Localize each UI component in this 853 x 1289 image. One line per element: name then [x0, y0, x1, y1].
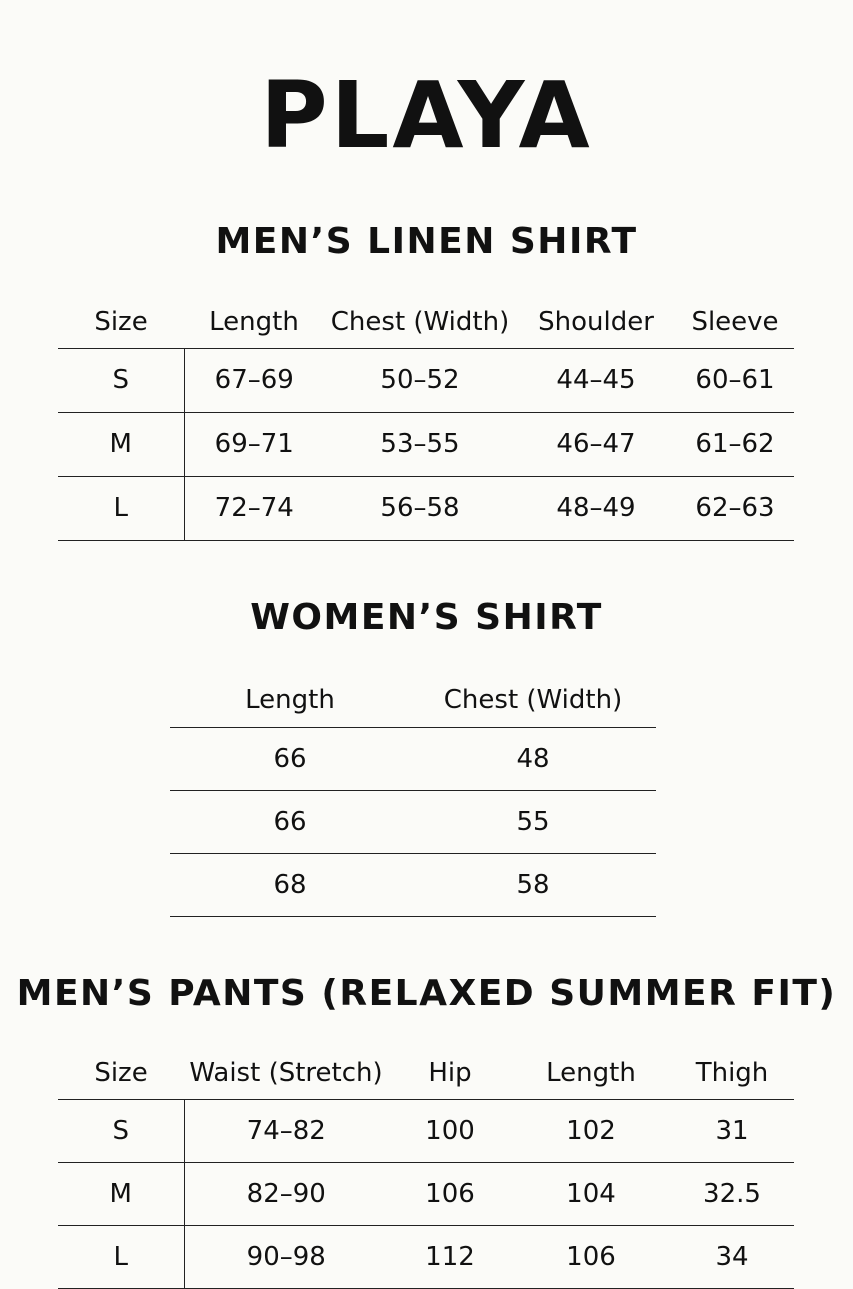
column-header-sleeve: Sleeve — [691, 306, 779, 337]
table-cell: 32.5 — [703, 1178, 761, 1209]
table-row — [170, 727, 656, 790]
size-cell: S — [58, 348, 184, 412]
table-row — [58, 348, 794, 412]
mens-pants-size-table — [58, 1048, 794, 1289]
table-cell: 53–55 — [380, 429, 460, 459]
womens-shirt-size-table — [170, 674, 656, 917]
table-cell: 102 — [566, 1115, 616, 1146]
column-header-chest: Chest (Width) — [330, 306, 510, 337]
table-cell: 100 — [425, 1115, 475, 1146]
table-cell: 58 — [516, 869, 550, 900]
size-cell: M — [58, 412, 184, 476]
womens-shirt-title: WOMEN’S SHIRT — [250, 597, 603, 638]
table-row — [58, 412, 794, 476]
column-header-shoulder: Shoulder — [538, 306, 654, 337]
table-row — [58, 1162, 794, 1225]
table-cell: 44–45 — [556, 365, 636, 395]
size-cell: L — [58, 476, 184, 540]
column-header-thigh: Thigh — [695, 1058, 769, 1089]
table-cell: 112 — [425, 1241, 475, 1272]
size-cell: S — [58, 1099, 184, 1162]
table-cell: 31 — [715, 1115, 749, 1146]
table-cell: 55 — [516, 806, 550, 837]
table-cell: 50–52 — [380, 365, 460, 395]
column-header-length: Length — [546, 1058, 636, 1089]
table-header-row — [58, 296, 794, 348]
table-row — [58, 1099, 794, 1162]
table-cell: 46–47 — [556, 429, 636, 459]
table-cell: 48 — [516, 743, 550, 774]
table-cell: 66 — [273, 743, 307, 774]
size-cell: M — [58, 1162, 184, 1225]
table-cell: 68 — [273, 869, 307, 900]
column-header-hip: Hip — [428, 1058, 472, 1089]
table-cell: 106 — [425, 1178, 475, 1209]
table-row — [58, 1225, 794, 1288]
table-cell: 62–63 — [695, 493, 775, 523]
table-cell: 74–82 — [246, 1115, 326, 1146]
table-row — [58, 476, 794, 540]
brand-logo: PLAYA — [260, 62, 593, 169]
column-header-length: Length — [209, 306, 299, 337]
mens-shirt-title: MEN’S LINEN SHIRT — [215, 221, 638, 262]
mens-pants-title: MEN’S PANTS (RELAXED SUMMER FIT) — [16, 973, 837, 1014]
table-cell: 61–62 — [695, 429, 775, 459]
table-row — [170, 790, 656, 853]
table-cell: 66 — [273, 806, 307, 837]
table-row — [170, 853, 656, 916]
column-header-size: Size — [94, 306, 148, 337]
table-header-row — [58, 1048, 794, 1099]
table-header-row — [170, 674, 656, 727]
column-header-chest: Chest (Width) — [443, 685, 623, 716]
table-cell: 82–90 — [246, 1178, 326, 1209]
table-cell: 72–74 — [214, 493, 294, 523]
column-header-waist: Waist (Stretch) — [189, 1058, 383, 1089]
table-cell: 69–71 — [214, 429, 294, 459]
size-cell: L — [58, 1225, 184, 1288]
column-header-length: Length — [245, 685, 335, 716]
column-header-size: Size — [94, 1058, 148, 1089]
table-cell: 60–61 — [695, 365, 775, 395]
table-cell: 106 — [566, 1241, 616, 1272]
table-cell: 34 — [715, 1241, 749, 1272]
table-cell: 67–69 — [214, 365, 294, 395]
table-cell: 56–58 — [380, 493, 460, 523]
table-cell: 90–98 — [246, 1241, 326, 1272]
table-cell: 104 — [566, 1178, 616, 1209]
table-cell: 48–49 — [556, 493, 636, 523]
mens-shirt-size-table — [58, 296, 794, 541]
